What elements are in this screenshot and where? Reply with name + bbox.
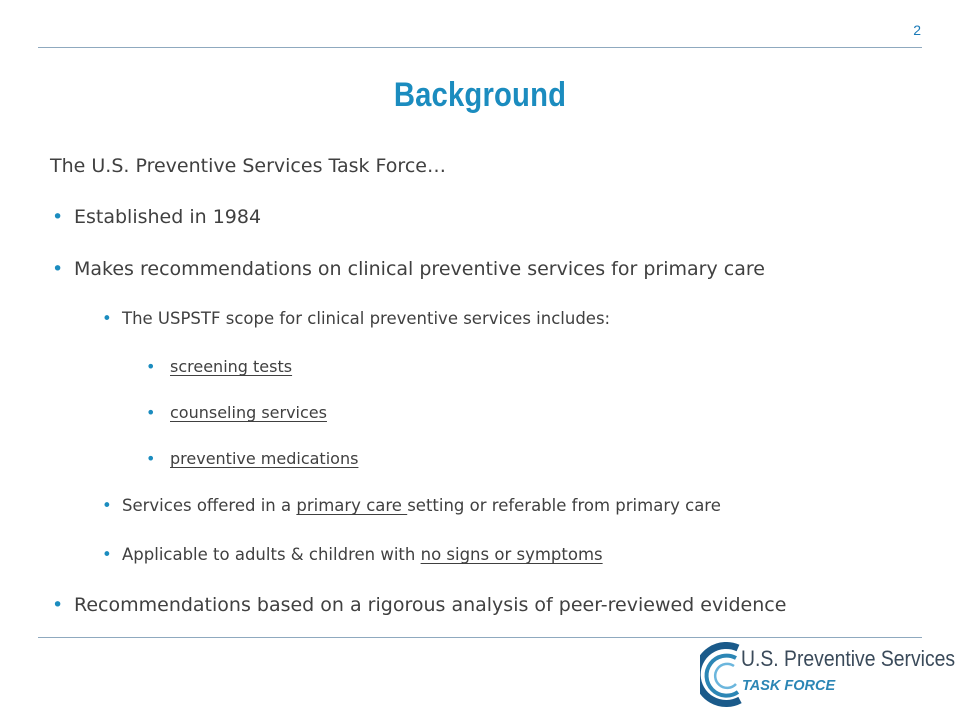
screening-tests-link[interactable]: screening tests (170, 357, 293, 376)
uspstf-logo (700, 640, 954, 710)
bullet-icon: • (52, 206, 64, 228)
bullet-icon: • (146, 357, 156, 376)
bullet-scope: • The USPSTF scope for clinical preventive services includes: (102, 309, 611, 328)
bullet-evidence: • Recommendations based on a rigorous analysis of peer-reviewed evidence (52, 594, 787, 616)
bullet-established: • Established in 1984 (52, 206, 262, 228)
bullet-recommendations: • Makes recommendations on clinical preventive services for primary care (52, 258, 765, 280)
list-item-counseling (146, 403, 327, 422)
top-divider (38, 47, 922, 48)
bullet-icon: • (102, 309, 112, 328)
logo-title: U.S. Preventive Services (741, 646, 956, 671)
bullet-applicable: • Applicable to adults & children with no signs or symptoms (102, 545, 603, 564)
bullet-services-offered: • Services offered in a primary care setting or referable from primary care (102, 496, 721, 515)
intro-text: The U.S. Preventive Services Task Force… (50, 155, 446, 177)
preventive-medications-link[interactable]: preventive medications (170, 449, 359, 468)
uspstf-logo-icon (700, 642, 744, 710)
bullet-icon: • (102, 545, 112, 564)
counseling-services-link[interactable]: counseling services (170, 403, 327, 422)
bullet-icon: • (102, 496, 112, 515)
slide-title: Background (393, 76, 567, 114)
logo-subtitle: TASK FORCE (742, 678, 836, 694)
bullet-icon: • (52, 594, 64, 616)
bullet-icon: • (52, 258, 64, 280)
bottom-divider (38, 637, 922, 638)
list-item-medications (146, 449, 358, 468)
primary-care-link[interactable]: primary care (296, 496, 408, 515)
bullet-icon: • (146, 449, 156, 468)
slide-number: 2 (913, 22, 921, 38)
no-signs-link[interactable]: no signs or symptoms (420, 545, 603, 564)
bullet-icon: • (146, 403, 156, 422)
list-item-screening (146, 357, 292, 376)
